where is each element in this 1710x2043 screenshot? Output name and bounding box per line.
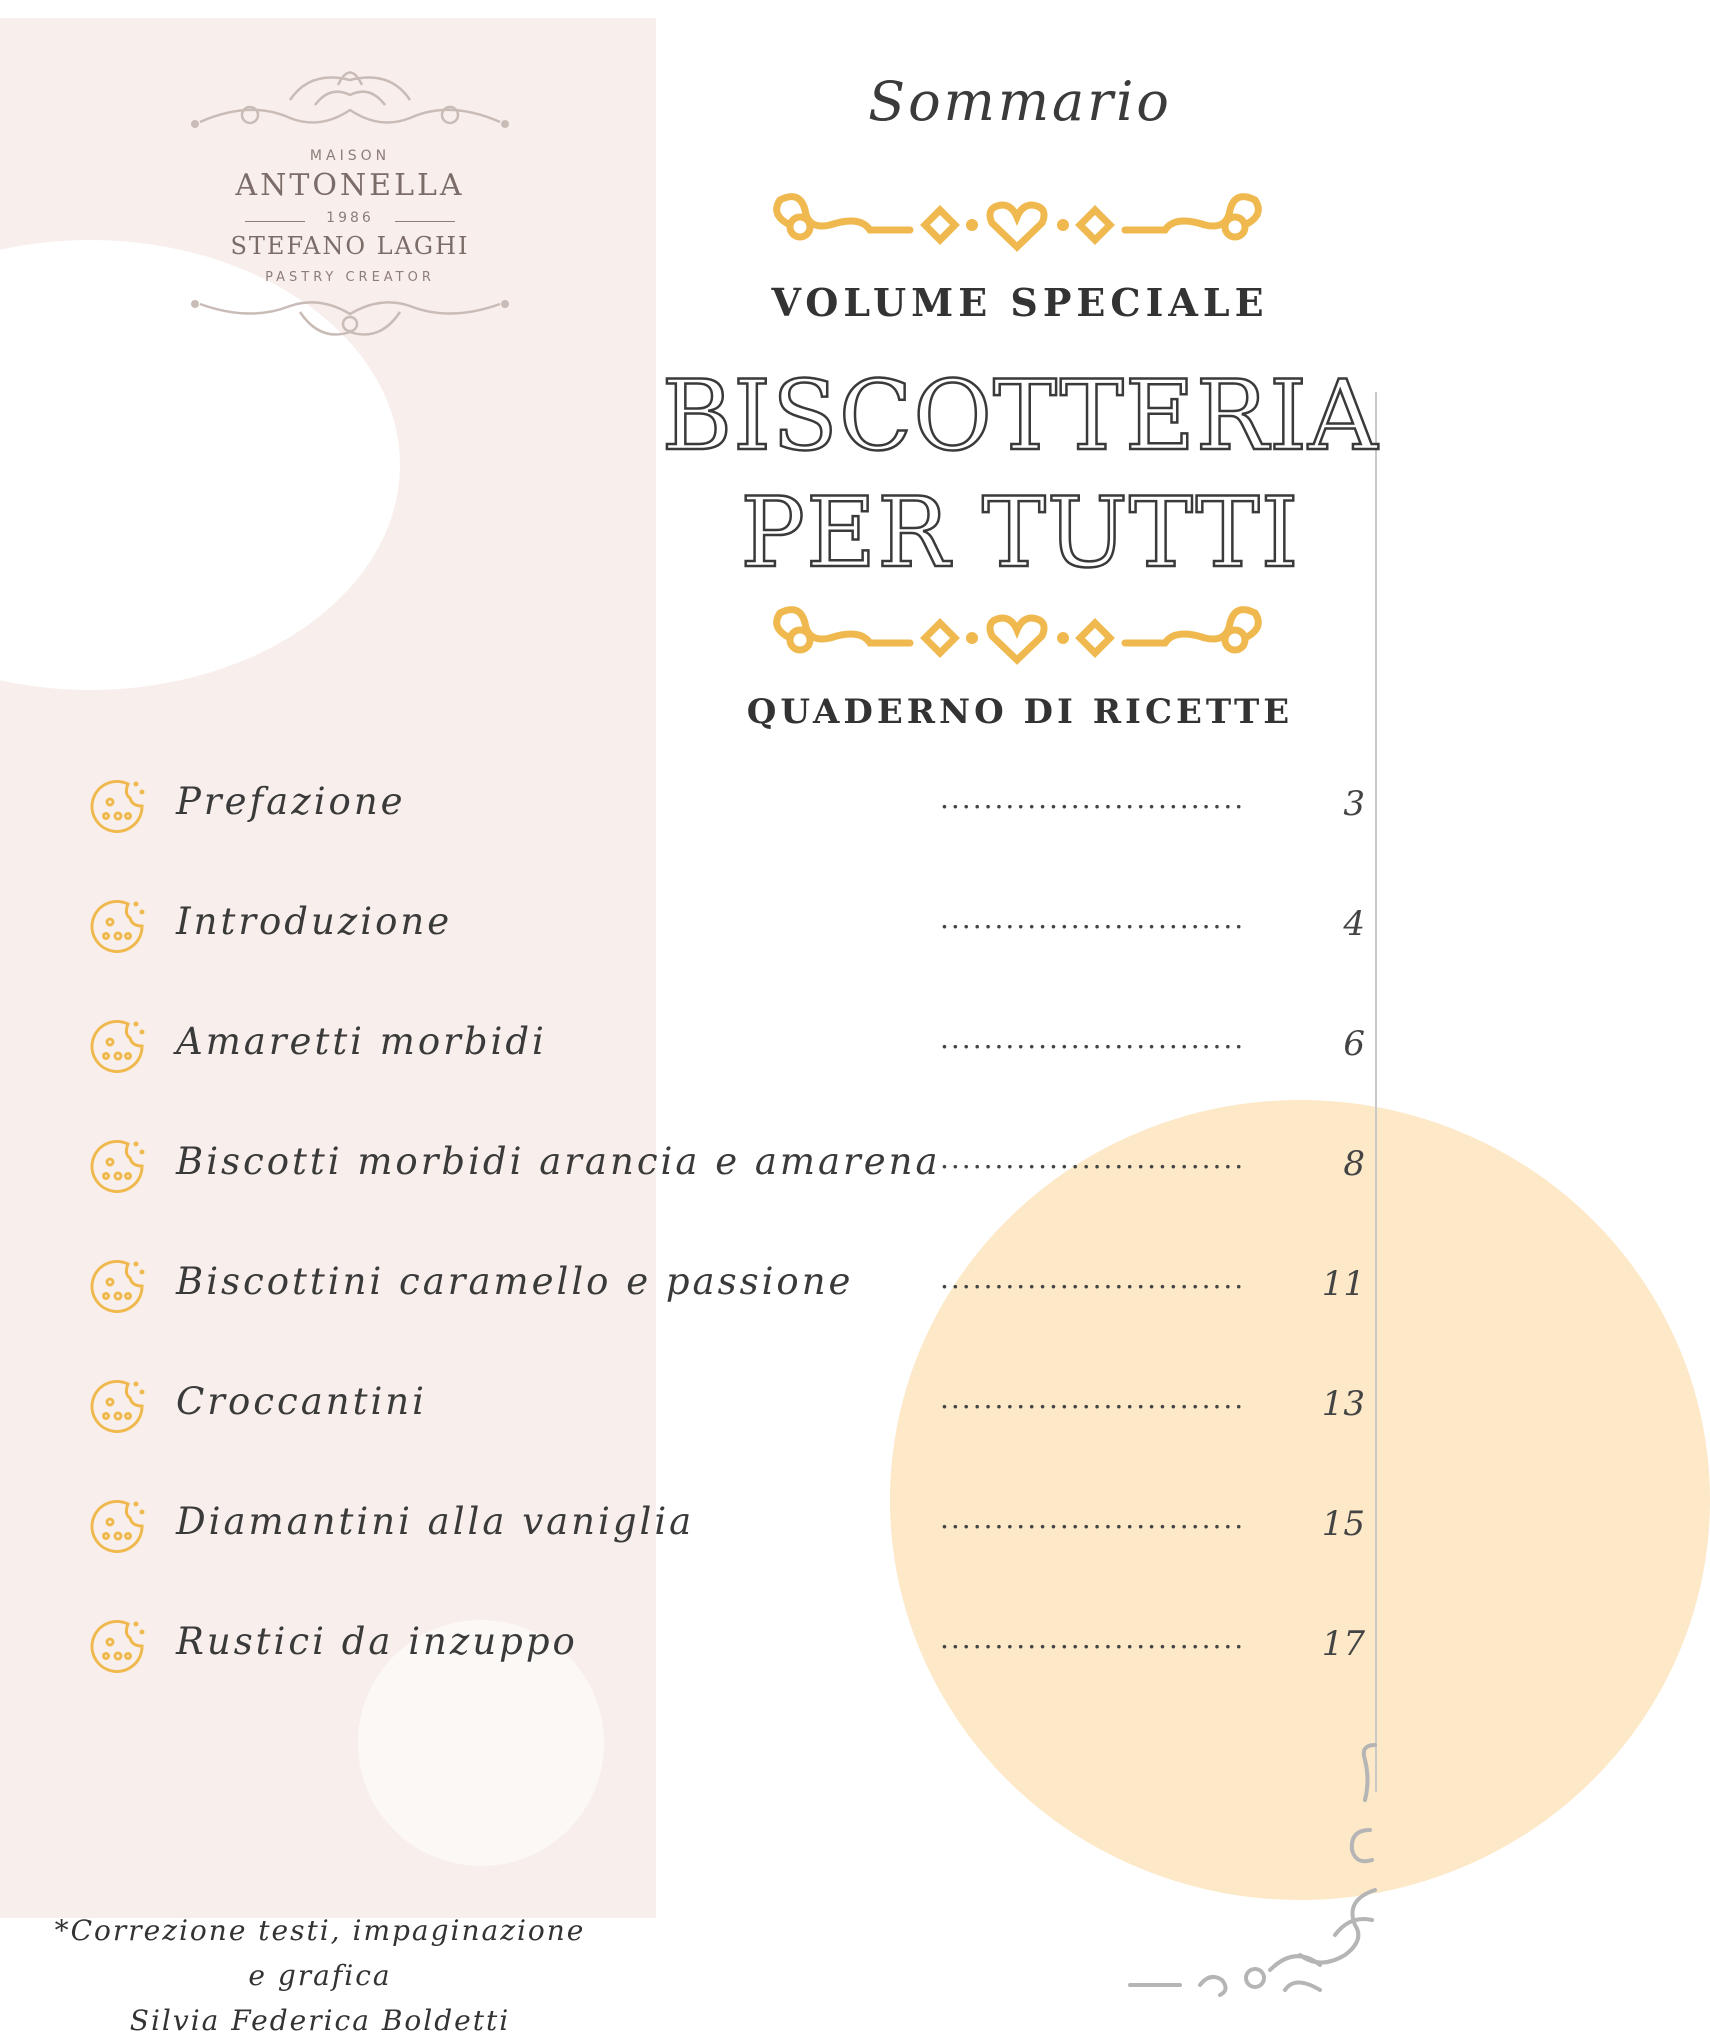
cookie-icon	[88, 1136, 148, 1196]
toc-page-number: 3	[1343, 784, 1365, 824]
toc-page-number: 13	[1321, 1384, 1365, 1424]
credits-line-1: *Correzione testi, impaginazione e grafica	[54, 1914, 586, 1992]
credits-line-2: Silvia Federica Boldetti	[129, 2004, 511, 2037]
title-line-2: PER TUTTI	[740, 477, 1300, 589]
cookie-icon	[88, 1616, 148, 1676]
toc-label: Prefazione	[176, 780, 406, 823]
toc-page-number: 11	[1321, 1264, 1365, 1304]
toc-dots: ............................	[940, 1262, 1246, 1295]
toc-item[interactable]	[0, 1256, 1391, 1336]
toc-item[interactable]	[0, 776, 1391, 856]
subtitle-quaderno: QUADERNO DI RICETTE	[746, 692, 1294, 732]
cookie-icon	[88, 1256, 148, 1316]
toc-dots: ............................	[940, 1142, 1246, 1175]
brand-maison: MAISON	[309, 148, 391, 164]
gold-ornament-top-icon	[760, 185, 1275, 265]
logo-bottom-flourish-icon	[190, 292, 510, 347]
year-rule-right	[395, 221, 455, 222]
toc-label: Croccantini	[176, 1380, 427, 1423]
toc-item[interactable]	[0, 1136, 1391, 1216]
cookie-icon	[88, 1496, 148, 1556]
logo-top-flourish-icon	[190, 60, 510, 140]
toc-item[interactable]	[0, 896, 1391, 976]
title-line-1: BISCOTTERIA	[661, 360, 1379, 472]
toc-label: Introduzione	[176, 900, 453, 943]
toc-label: Biscottini caramello e passione	[176, 1260, 854, 1303]
cookie-icon	[88, 896, 148, 956]
toc-dots: ............................	[940, 1502, 1246, 1535]
volume-label: VOLUME SPECIALE	[771, 280, 1269, 325]
toc-dots: ............................	[940, 902, 1246, 935]
toc-item[interactable]	[0, 1496, 1391, 1576]
toc-label: Biscotti morbidi arancia e amarena	[176, 1140, 941, 1183]
credits	[40, 1908, 600, 2043]
cookie-icon	[88, 1376, 148, 1436]
toc-page-number: 15	[1321, 1504, 1365, 1544]
toc-page-number: 8	[1343, 1144, 1365, 1184]
toc-page-number: 17	[1321, 1624, 1365, 1664]
toc-page-number: 6	[1343, 1024, 1365, 1064]
brand-logo	[190, 60, 510, 340]
toc-dots: ............................	[940, 782, 1246, 815]
brand-antonella: ANTONELLA	[235, 168, 465, 203]
toc-item[interactable]	[0, 1616, 1391, 1696]
toc-page-number: 4	[1343, 904, 1365, 944]
corner-swirl-ornament-icon	[1120, 1740, 1391, 2000]
toc-item[interactable]	[0, 1376, 1391, 1456]
cookie-icon	[88, 776, 148, 836]
brand-stefano: STEFANO LAGHI	[230, 232, 470, 260]
brand-pastry: PASTRY CREATOR	[265, 270, 435, 285]
sommario-heading: Sommario	[868, 70, 1172, 133]
toc-item[interactable]	[0, 1016, 1391, 1096]
toc-label: Amaretti morbidi	[176, 1020, 547, 1063]
toc-dots: ............................	[940, 1382, 1246, 1415]
toc-label: Diamantini alla vaniglia	[176, 1500, 695, 1543]
toc-dots: ............................	[940, 1022, 1246, 1055]
brand-year: 1986	[326, 210, 374, 226]
gold-ornament-bottom-icon	[760, 598, 1275, 678]
toc-label: Rustici da inzuppo	[176, 1620, 578, 1663]
cookie-icon	[88, 1016, 148, 1076]
toc-dots: ............................	[940, 1622, 1246, 1655]
